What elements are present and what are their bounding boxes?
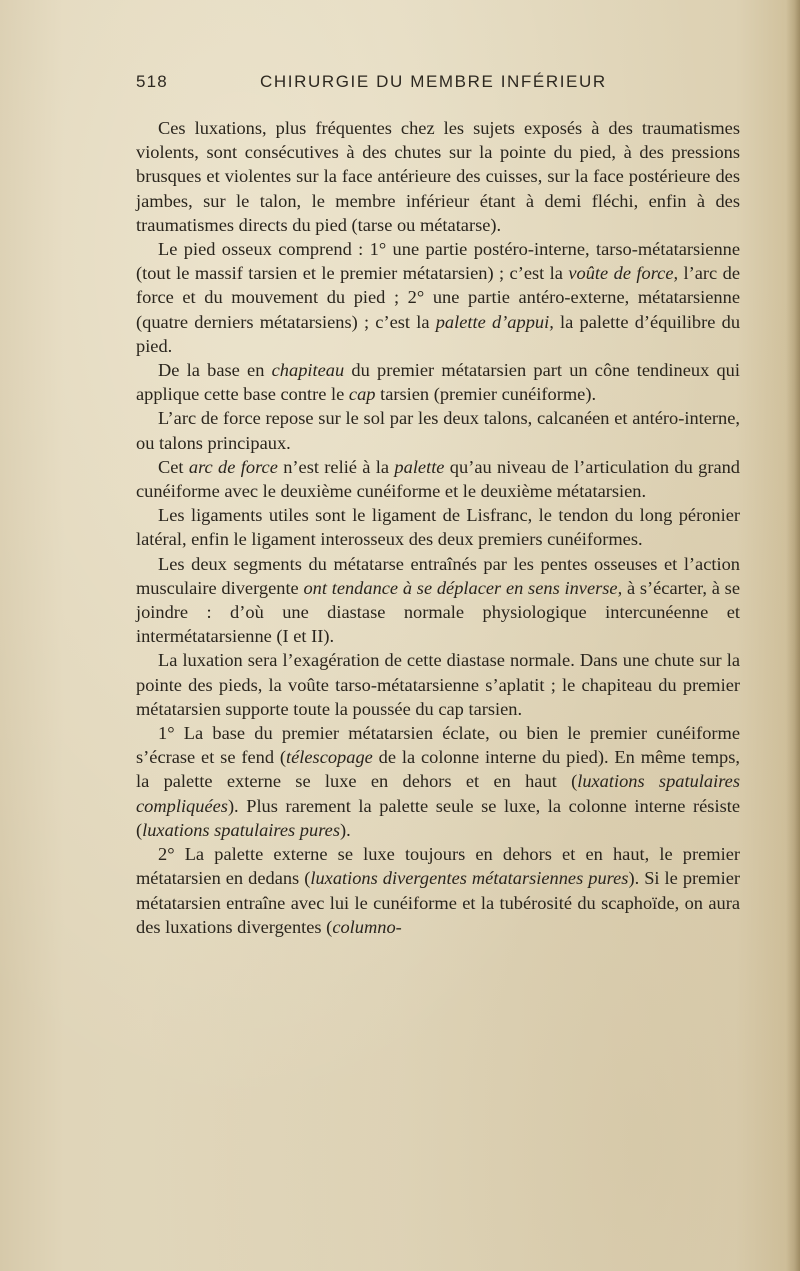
paragraph [136, 358, 740, 406]
paragraph [136, 648, 740, 721]
text-run: du premier métatarsien part un cône tendineux qui applique cette base contre le [136, 360, 740, 405]
paragraph [136, 552, 740, 649]
running-title: CHIRURGIE DU MEMBRE INFÉRIEUR [260, 72, 607, 91]
italic-term: cap [348, 384, 376, 405]
italic-term: ont tendance à se déplacer en sens inverse, [303, 577, 623, 598]
text-run: de la colonne interne du pied). En même temps, la palette externe se luxe en dehors et en haut ( [136, 747, 741, 792]
text-run: 1° La base du premier métatarsien éclate, ou bien le premier cunéiforme s’écrase et se fend ( [136, 723, 740, 768]
page-number: 518 [136, 72, 168, 91]
text-run: ). Plus rarement la palette seule se luxe, la colonne interne résiste ( [136, 795, 740, 840]
text-run: tarsien (premier cunéiforme). [375, 384, 597, 405]
paragraph [136, 116, 740, 237]
text-run: Le pied osseux comprend : 1° une partie postéro-interne, tarso-métatarsienne (tout le massif tarsien et le premier métatarsien) ; c’est la [136, 239, 740, 284]
text-run: Les ligaments utiles sont le ligament de Lisfranc, le tendon du long péronier latéral, enfin le ligament interosseux des deux premiers cunéiformes. [136, 505, 740, 550]
text-run: à s’écarter, à se joindre : d’où une diastase normale physiologique intercunéenne et intermétatarsienne (I et II). [136, 577, 740, 647]
text-run: ). Si le premier métatarsien entraîne avec lui le cunéiforme et la tubérosité du scaphoïde, on aura des luxations divergentes ( [136, 868, 741, 937]
italic-term: voûte de force, [568, 263, 679, 284]
italic-term: palette d’appui, [435, 311, 554, 332]
text-run: L’arc de force repose sur le sol par les deux talons, calcanéen et antéro-interne, ou talons principaux. [136, 408, 740, 453]
italic-term: arc de force [188, 456, 278, 477]
paragraph [136, 237, 740, 358]
paragraph [136, 503, 740, 551]
italic-term: columno- [332, 916, 402, 937]
text-run: Ces luxations, plus fréquentes chez les sujets exposés à des traumatismes violents, sont consécutives à des chutes sur la pointe du pied, à des pressions brusques et violentes sur la face antérieure des cuisses, sur la face postérieure des jambes, sur le talon, le membre inférieur étant à demi fléchi, enfin à des traumatismes directs du pied (tarse ou métatarse). [136, 118, 740, 235]
italic-term: palette [394, 456, 445, 477]
text-run: 2° La palette externe se luxe toujours en dehors et en haut, le premier métatarsien en dedans ( [136, 844, 740, 889]
italic-term: télescopage [286, 747, 373, 768]
italic-term: luxations spatulaires pures [142, 819, 340, 840]
body-text [136, 116, 740, 939]
paragraph [136, 842, 740, 939]
text-run: De la base en [158, 360, 272, 381]
paragraph [136, 406, 740, 454]
text-run: La luxation sera l’exagération de cette diastase normale. Dans une chute sur la pointe des pieds, la voûte tarso-métatarsienne s’aplatit ; le chapiteau du premier métatarsien supporte toute la poussée du cap tarsien. [136, 650, 740, 719]
text-run: ). [340, 819, 351, 840]
text-run: qu’au niveau de l’articulation du grand cunéiforme avec le deuxième cunéiforme et le deuxième métatarsien. [136, 456, 740, 502]
italic-term: luxations spatulaires compliquées [136, 771, 740, 816]
running-header [136, 72, 740, 102]
text-run: Cet [158, 456, 189, 477]
text-run: la palette d’équilibre du pied. [136, 311, 741, 356]
text-run: l’arc de force et du mouvement du pied ; 2° une partie antéro-externe, métatarsienne (quatre derniers métatarsiens) ; c’est la [136, 263, 740, 332]
paragraph [136, 721, 740, 842]
text-run: n’est relié à la [277, 456, 395, 477]
text-run: Les deux segments du métatarse entraînés par les pentes osseuses et l’action musculaire divergente [136, 553, 740, 598]
page-edge-shadow [786, 0, 800, 1271]
paragraph [136, 455, 740, 503]
italic-term: chapiteau [271, 360, 345, 381]
italic-term: luxations divergentes métatarsiennes pures [310, 868, 629, 889]
